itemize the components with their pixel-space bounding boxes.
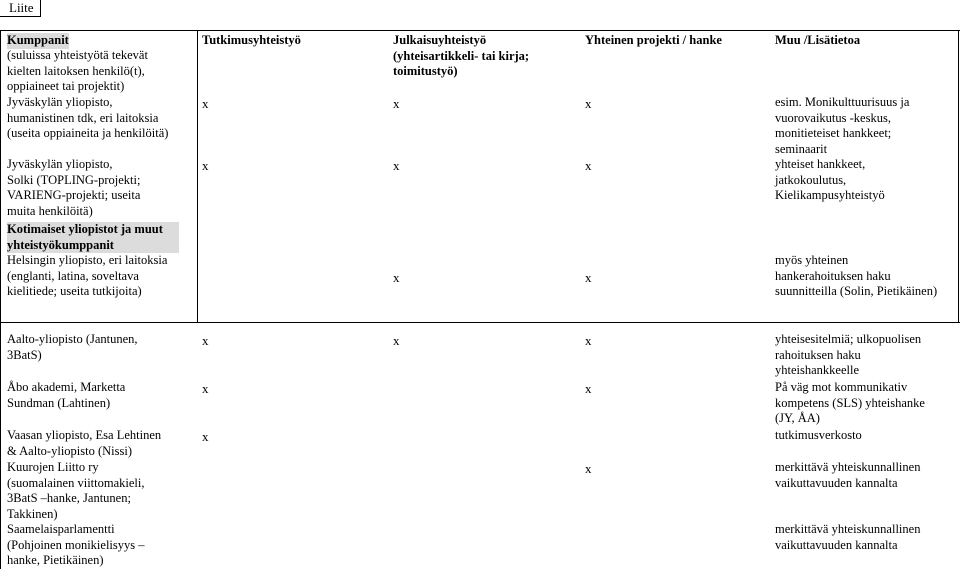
header-partners-title: Kumppanit: [7, 33, 69, 47]
header-partners-subtitle: (suluissa yhteistyötä tekevät kielten laitoksen henkilö(t), oppiaineet tai projektit): [7, 48, 148, 94]
note-text: På väg mot kommunikativ kompetens (SLS) yhteishanke (JY, ÅA): [775, 380, 925, 426]
table-top-rule: [0, 30, 960, 31]
note-text: tutkimusverkosto: [775, 428, 862, 442]
project-mark: x: [585, 333, 592, 348]
project-mark: x: [585, 158, 592, 173]
research-mark: x: [202, 429, 209, 444]
research-mark: x: [202, 381, 209, 396]
header-research: Tutkimusyhteistyö: [202, 33, 301, 47]
note-text: esim. Monikulttuurisuus ja vuorovaikutus -keskus, monitieteiset hankkeet; seminaarit: [775, 95, 910, 156]
project-mark: x: [585, 461, 592, 476]
partner-name: Aalto-yliopisto (Jantunen, 3BatS): [7, 332, 138, 362]
note-text: yhteisesitelmiä; ulkopuolisen rahoituksen haku yhteishankkeelle: [775, 332, 922, 378]
column-separator: [197, 30, 198, 323]
note-text: merkittävä yhteiskunnallinen vaikuttavuuden kannalta: [775, 522, 921, 552]
publication-mark: x: [393, 333, 400, 348]
section-heading: Kotimaiset yliopistot ja muut yhteistyökumppanit: [7, 222, 179, 253]
publication-mark: x: [393, 96, 400, 111]
partner-name: Åbo akademi, Marketta Sundman (Lahtinen): [7, 380, 126, 410]
partner-name: Helsingin yliopisto, eri laitoksia (englanti, latina, soveltava kielitiede; useita tutkijoita): [7, 253, 168, 299]
partner-name: Jyväskylän yliopisto, humanistinen tdk, eri laitoksia (useita oppiaineita ja henkilöitä): [7, 95, 169, 141]
tab-label: Liite: [9, 0, 34, 15]
research-mark: x: [202, 158, 209, 173]
project-mark: x: [585, 96, 592, 111]
partner-name: Vaasan yliopisto, Esa Lehtinen & Aalto-yliopisto (Nissi): [7, 428, 162, 458]
project-mark: x: [585, 381, 592, 396]
partner-name: Kuurojen Liitto ry (suomalainen viittomakieli, 3BatS –hanke, Jantunen; Takkinen): [7, 460, 145, 521]
note-text: myös yhteinen hankerahoituksen haku suunnitteilla (Solin, Pietikäinen): [775, 253, 938, 299]
note-text: yhteiset hankkeet, jatkokoulutus, Kielikampusyhteistyö: [775, 157, 885, 203]
column-separator: [958, 30, 959, 323]
publication-mark: x: [393, 158, 400, 173]
table-left-border: [0, 30, 1, 323]
header-publication: Julkaisuyhteistyö (yhteisartikkeli- tai kirja; toimitustyö): [393, 33, 530, 79]
partner-name: Saamelaisparlamentti (Pohjoinen monikielisyys – hanke, Pietikäinen): [7, 522, 145, 568]
publication-mark: x: [393, 270, 400, 285]
table-left-border: [0, 322, 1, 569]
liite-tab: [0, 0, 41, 17]
header-project: Yhteinen projekti / hanke: [585, 33, 722, 47]
note-text: merkittävä yhteiskunnallinen vaikuttavuuden kannalta: [775, 460, 921, 490]
project-mark: x: [585, 270, 592, 285]
table-divider-rule: [0, 322, 960, 323]
research-mark: x: [202, 333, 209, 348]
research-mark: x: [202, 96, 209, 111]
partner-name: Jyväskylän yliopisto, Solki (TOPLING-projekti; VARIENG-projekti; useita muita henkilöitä): [7, 157, 141, 218]
header-other: Muu /Lisätietoa: [775, 33, 861, 47]
